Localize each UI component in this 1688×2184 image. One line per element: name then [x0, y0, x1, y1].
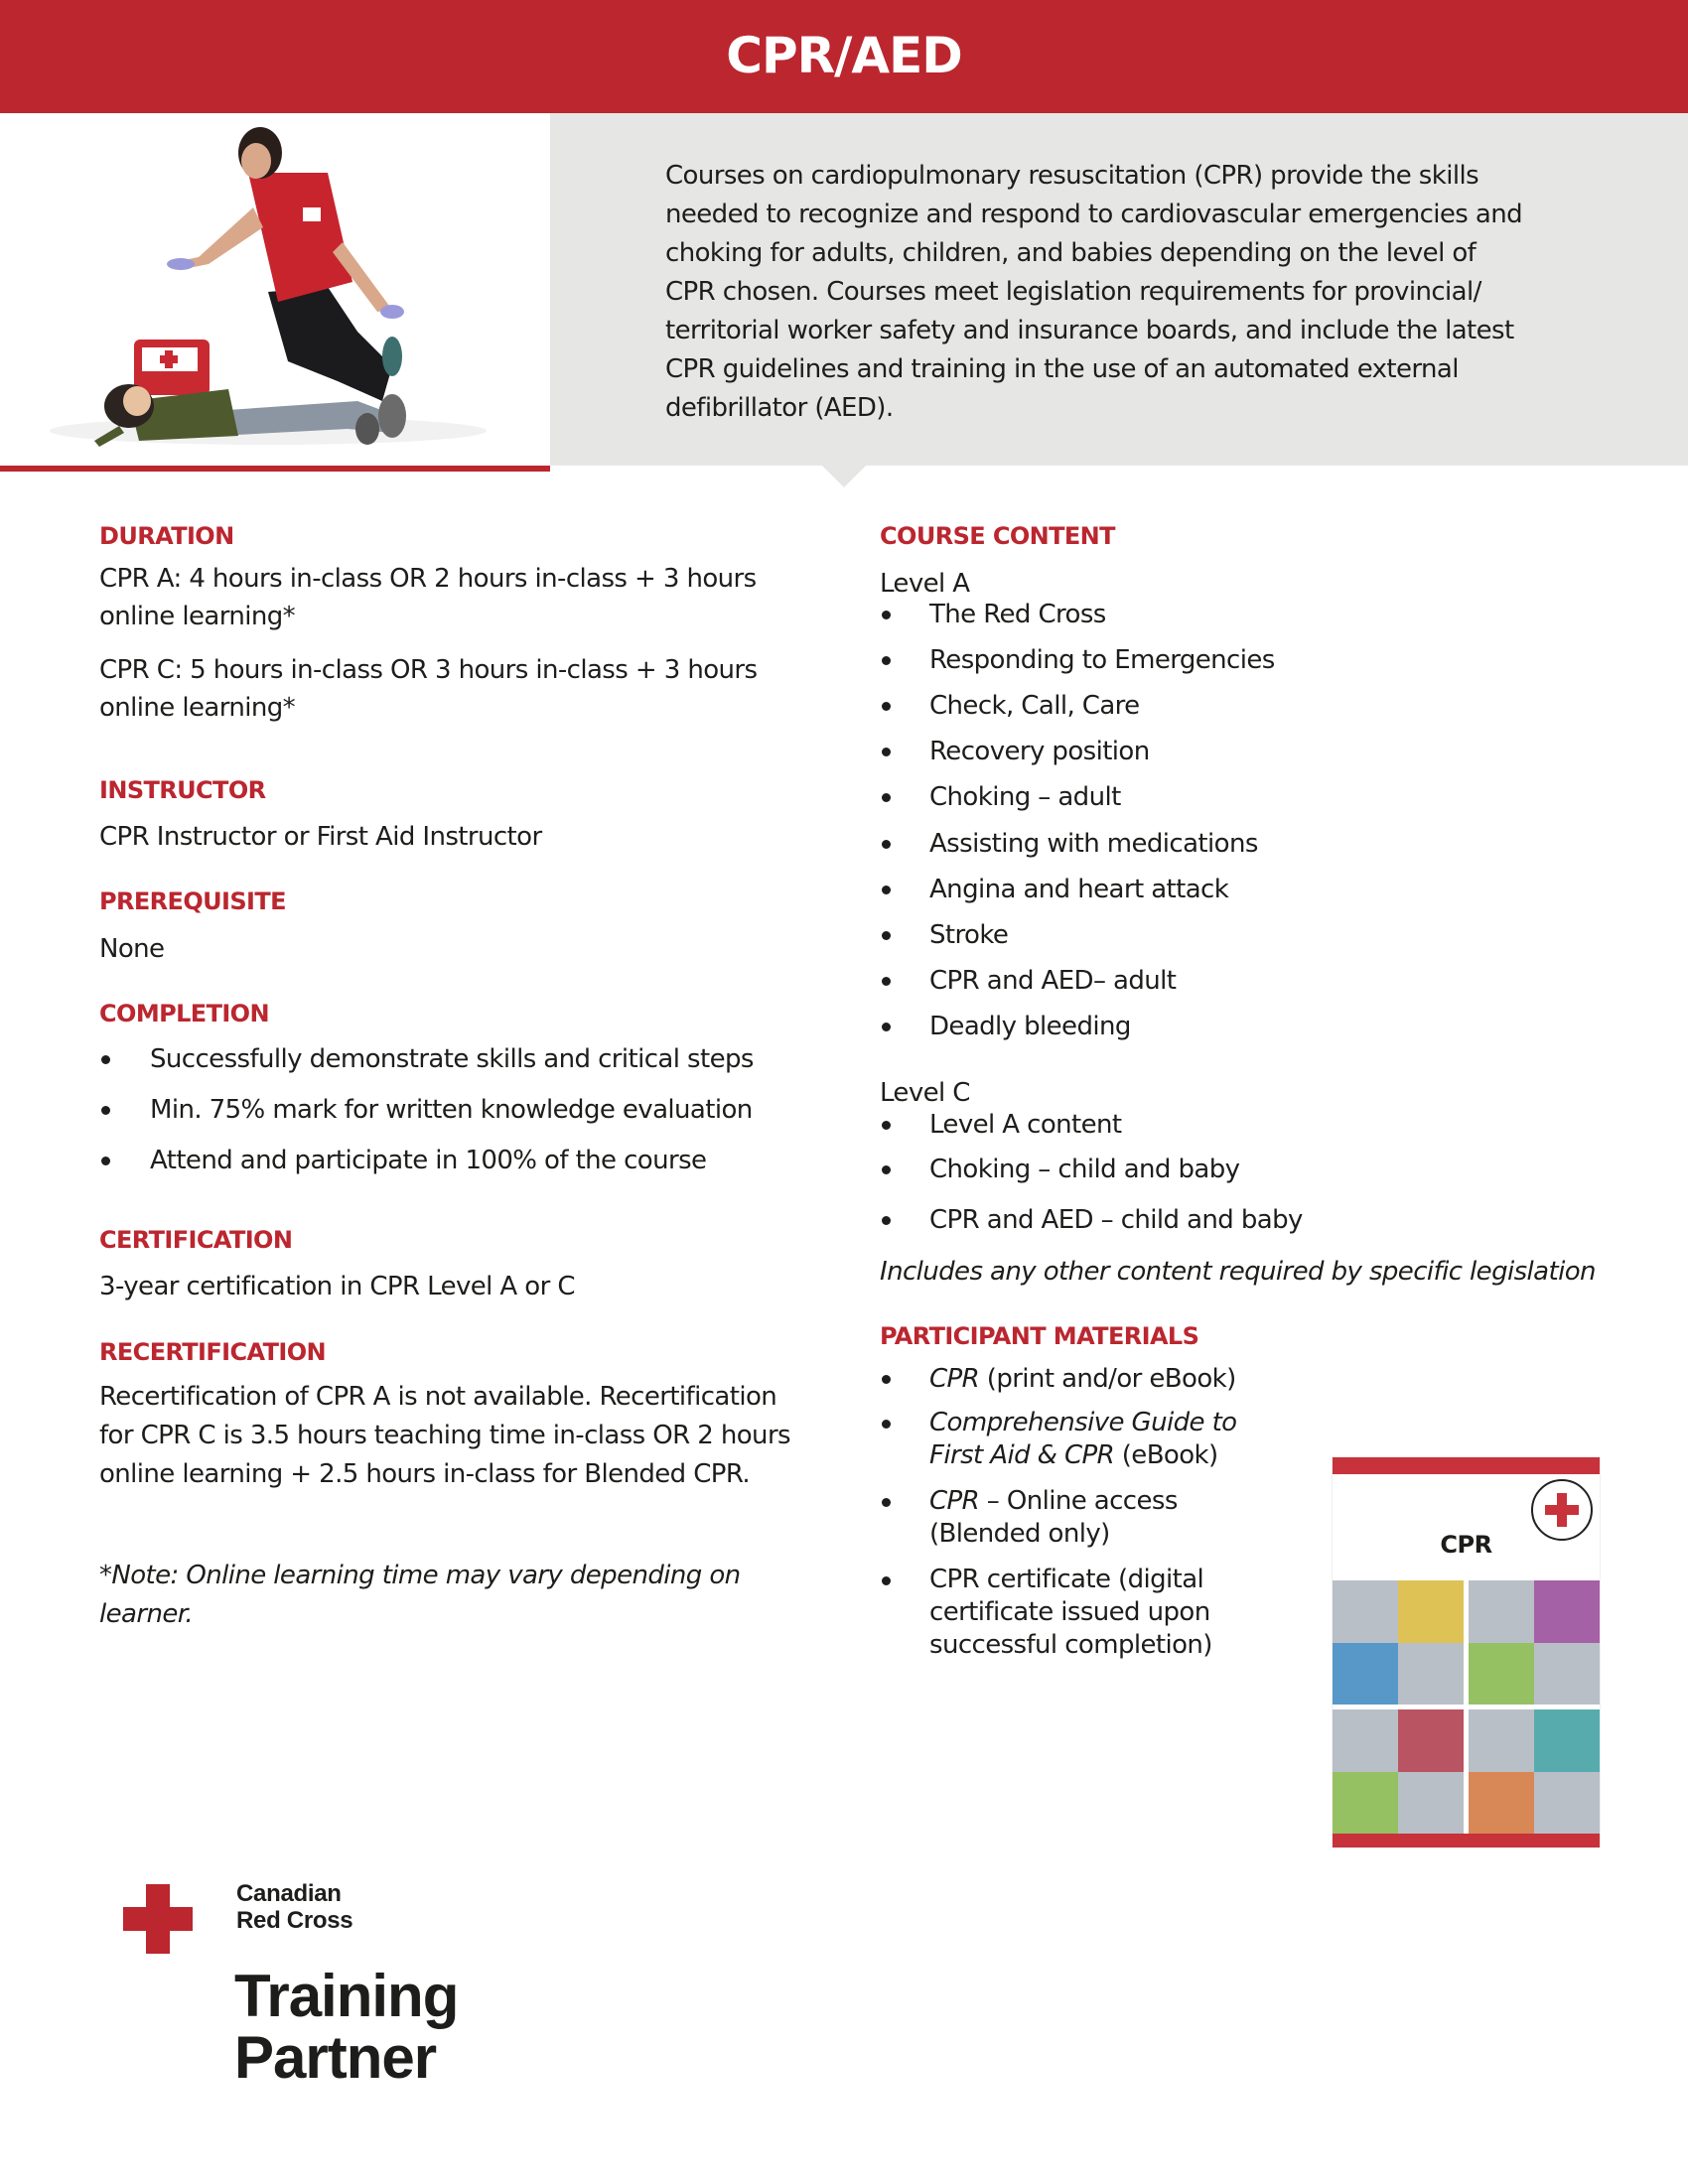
hero-photo: [0, 113, 550, 466]
duration-line: CPR A: 4 hours in-class OR 2 hours in-class + 3 hours: [99, 564, 757, 594]
bullet-icon: [882, 1121, 891, 1130]
duration-line: online learning*: [99, 602, 296, 631]
book-bottom-bar: [1333, 1834, 1600, 1847]
cpr-rescuer-illustration: [0, 113, 550, 466]
duration-heading: DURATION: [99, 522, 234, 550]
training-partner-label: Training Partner: [234, 1963, 459, 2091]
prerequisite-heading: PREREQUISITE: [99, 887, 286, 915]
bullet-icon: [882, 977, 891, 986]
bullet-icon: [882, 656, 891, 665]
intro-line: needed to recognize and respond to cardiovascular emergencies and: [665, 200, 1523, 229]
intro-line: CPR guidelines and training in the use of an automated external: [665, 354, 1459, 384]
book-color-overlay: [1534, 1580, 1600, 1643]
red-cross-icon-bar: [123, 1907, 193, 1931]
bullet-icon: [882, 1165, 891, 1174]
duration-line: CPR C: 5 hours in-class OR 3 hours in-class + 3 hours: [99, 655, 758, 685]
bullet-icon: [882, 793, 891, 802]
intro-line: CPR chosen. Courses meet legislation requirements for provincial/: [665, 277, 1481, 307]
certification-heading: CERTIFICATION: [99, 1226, 293, 1254]
intro-line: territorial worker safety and insurance boards, and include the latest: [665, 316, 1514, 345]
intro-line: defibrillator (AED).: [665, 393, 894, 423]
completion-heading: COMPLETION: [99, 1000, 269, 1027]
recertification-heading: RECERTIFICATION: [99, 1338, 327, 1366]
certification-text: 3-year certification in CPR Level A or C: [99, 1272, 575, 1301]
hero-divider-line: [0, 466, 550, 472]
book-color-overlay: [1469, 1643, 1534, 1706]
note-line: learner.: [99, 1599, 194, 1629]
intro-line: Courses on cardiopulmonary resuscitation (CPR) provide the skills: [665, 161, 1479, 191]
bullet-icon: [882, 611, 891, 619]
participant-materials-heading: PARTICIPANT MATERIALS: [880, 1322, 1199, 1350]
duration-line: online learning*: [99, 693, 296, 723]
duration-text-c: [99, 651, 757, 727]
legislation-note: Includes any other content required by specific legislation: [880, 1257, 1596, 1287]
online-learning-note: [99, 1557, 741, 1634]
note-line: *Note: Online learning time may vary depending on: [99, 1561, 741, 1590]
instructor-heading: INSTRUCTOR: [99, 776, 266, 804]
book-color-overlay: [1333, 1772, 1398, 1835]
recertification-line: for CPR C is 3.5 hours teaching time in-class OR 2 hours: [99, 1421, 790, 1450]
intro-line: choking for adults, children, and babies depending on the level of: [665, 238, 1477, 268]
bullet-icon: [882, 886, 891, 894]
duration-text: [99, 560, 757, 635]
book-color-overlay: [1333, 1643, 1398, 1706]
cpr-book-cover: [1333, 1457, 1600, 1847]
page-title: CPR/AED: [726, 27, 962, 84]
bullet-icon: [101, 1157, 110, 1165]
course-content-heading: COURSE CONTENT: [880, 522, 1115, 550]
book-color-overlay: [1398, 1580, 1464, 1643]
bullet-icon: [882, 1420, 891, 1429]
bullet-icon: [882, 931, 891, 940]
bullet-icon: [882, 1576, 891, 1585]
level-a-label: Level A: [880, 569, 970, 599]
prerequisite-text: None: [99, 934, 165, 964]
bullet-icon: [101, 1055, 110, 1064]
bullet-icon: [882, 1498, 891, 1507]
organization-name: Canadian Red Cross: [236, 1880, 353, 1934]
intro-pointer-arrow: [822, 466, 866, 487]
book-top-bar: [1333, 1457, 1600, 1474]
bullet-icon: [882, 1216, 891, 1225]
intro-description: [665, 157, 1559, 428]
instructor-text: CPR Instructor or First Aid Instructor: [99, 822, 542, 852]
recertification-line: online learning + 2.5 hours in-class for Blended CPR.: [99, 1459, 751, 1489]
bullet-icon: [101, 1106, 110, 1115]
book-photo-grid: [1333, 1580, 1600, 1834]
recertification-text: [99, 1378, 790, 1494]
level-c-label: Level C: [880, 1078, 970, 1108]
bullet-icon: [882, 840, 891, 849]
bullet-icon: [882, 1375, 891, 1384]
bullet-icon: [882, 1023, 891, 1031]
book-color-overlay: [1469, 1772, 1534, 1835]
book-color-overlay: [1398, 1709, 1464, 1772]
book-title: CPR: [1440, 1531, 1492, 1559]
bullet-icon: [882, 748, 891, 756]
bullet-icon: [882, 702, 891, 711]
book-color-overlay: [1534, 1709, 1600, 1772]
recertification-line: Recertification of CPR A is not available. Recertification: [99, 1382, 777, 1412]
